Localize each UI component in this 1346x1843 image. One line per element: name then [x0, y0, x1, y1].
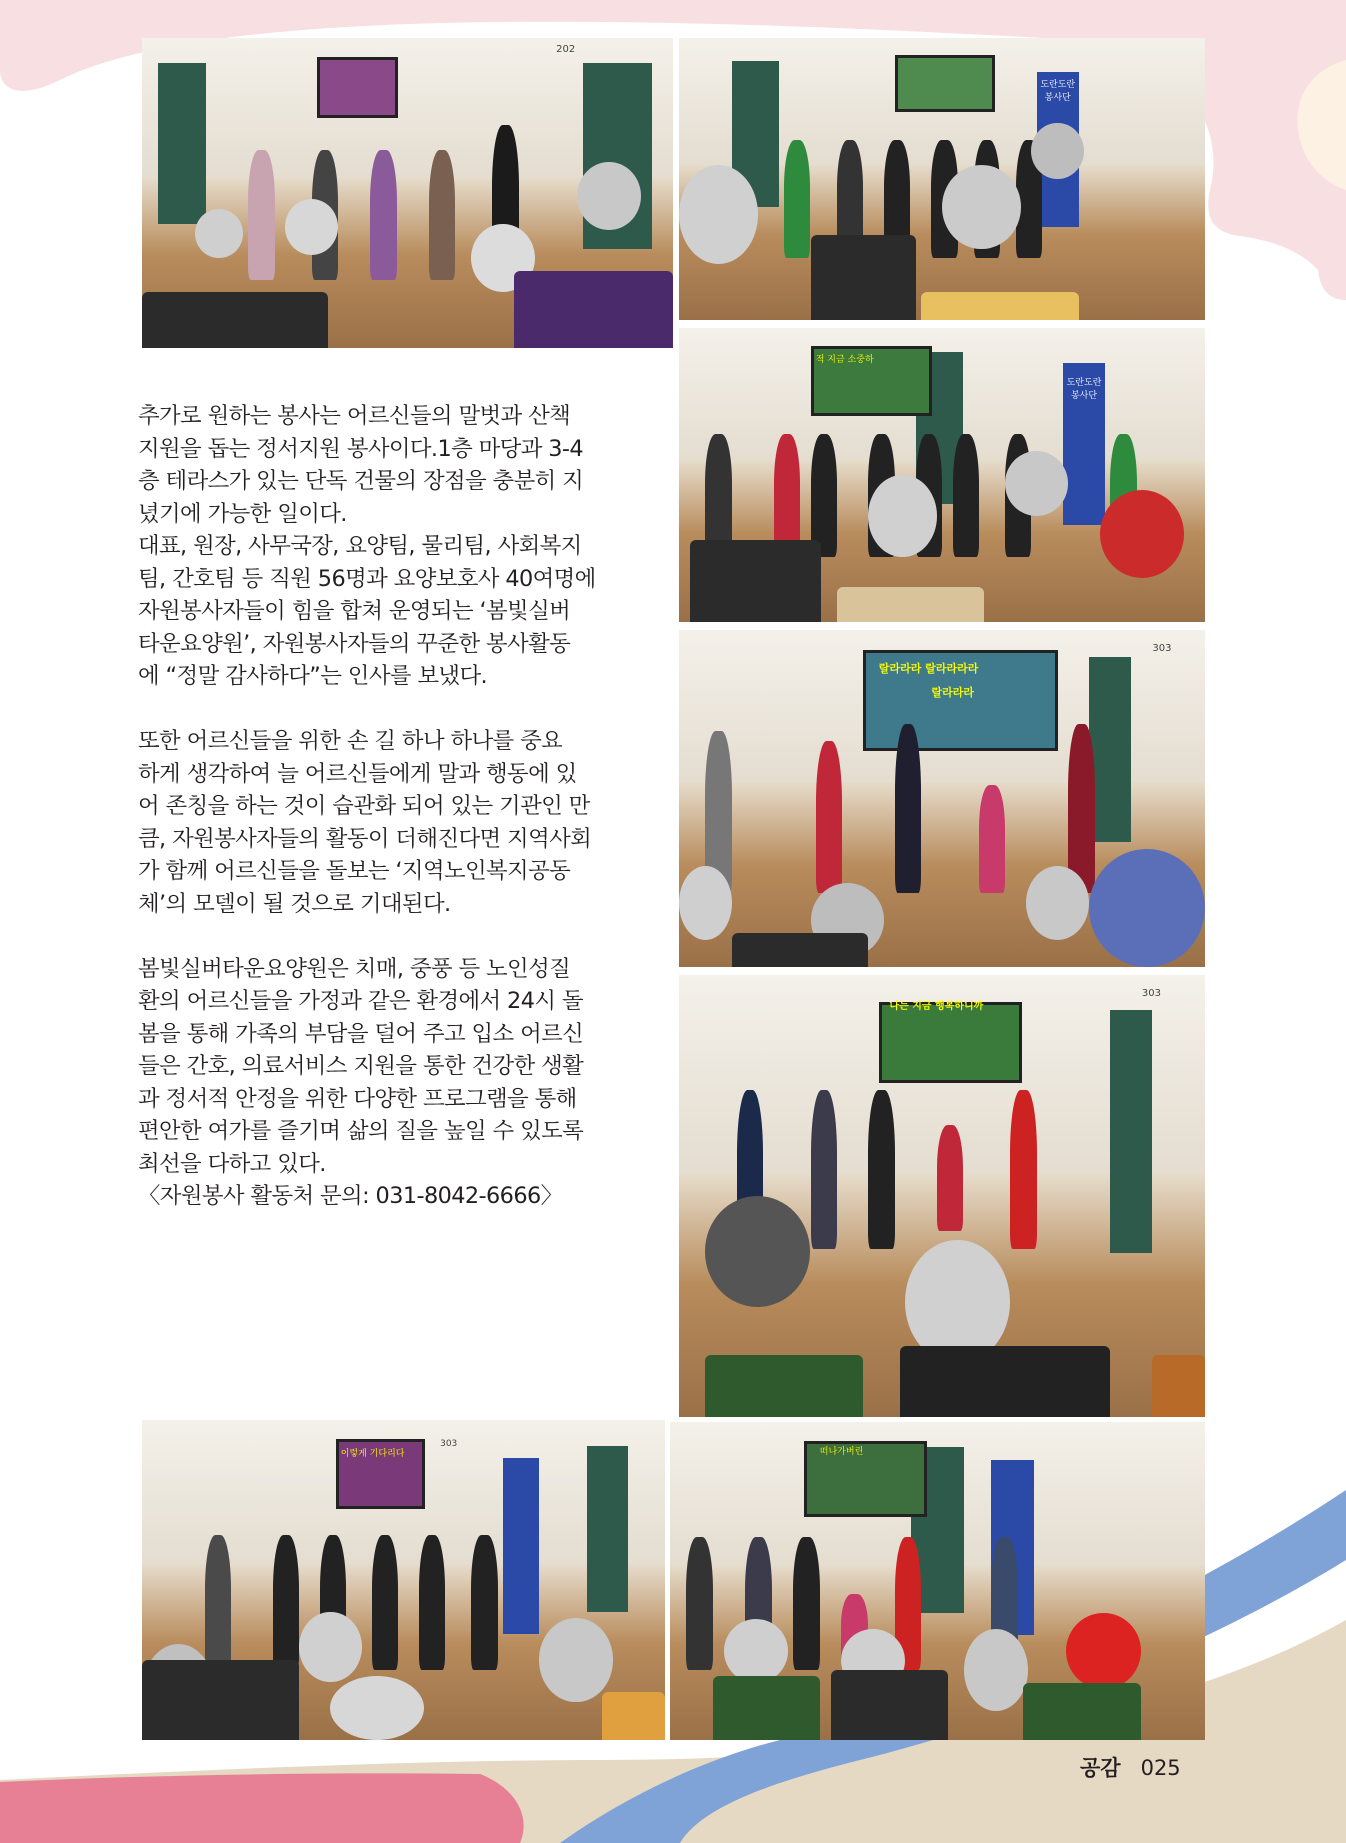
article-line: 팀, 간호팀 등 직원 56명과 요양보호사 40여명에 — [138, 565, 596, 592]
volunteer-performance-photo-2 — [679, 38, 1205, 320]
paragraph-gap — [138, 920, 626, 953]
bottom-rose-band — [0, 1773, 524, 1843]
article-body — [138, 400, 626, 1213]
article-line: 에 “정말 감사하다”는 인사를 보냈다. — [138, 663, 487, 689]
article-line: 봄을 통해 가족의 부담을 덜어 주고 입소 어르신 — [138, 1020, 584, 1047]
article-line: 하게 생각하여 늘 어르신들에게 말과 행동에 있 — [138, 760, 577, 787]
article-line: 환의 어르신들을 가정과 같은 환경에서 24시 돌 — [138, 988, 583, 1014]
banner-text: 도란도란 봉사단 — [1066, 378, 1102, 402]
room-number-label: 303 — [1152, 643, 1172, 655]
article-line: 녔기에 가능한 일이다. — [138, 500, 347, 527]
screen-text: 적 지금 소중하 — [815, 354, 874, 365]
article-line: 최선을 다하고 있다. — [138, 1150, 326, 1177]
article-line: 큼, 자원봉사자들의 활동이 더해진다면 지역사회 — [138, 825, 592, 852]
screen-text: 나는 지금 행복하니까 — [889, 1001, 984, 1013]
page-number: 025 — [1140, 1756, 1181, 1780]
volunteer-performance-photo-7 — [670, 1422, 1205, 1740]
volunteer-performance-photo-5 — [679, 975, 1205, 1417]
volunteer-performance-photo-3 — [679, 328, 1205, 622]
volunteer-performance-photo-6 — [142, 1420, 665, 1740]
volunteer-performance-photo-4 — [679, 630, 1205, 967]
banner-text: 도란도란 봉사단 — [1040, 80, 1076, 104]
article-line: 지원을 돕는 정서지원 봉사이다.1층 마당과 3-4 — [138, 435, 584, 462]
article-line: 자원봉사자들이 힘을 합쳐 운영되는 ‘봄빛실버 — [138, 598, 571, 624]
screen-text-2: 랄라라라 — [931, 685, 974, 699]
room-number-label: 303 — [440, 1439, 458, 1450]
article-line: 과 정서적 안정을 위한 다양한 프로그램을 통해 — [138, 1085, 577, 1112]
room-number-label: 303 — [1141, 988, 1161, 1000]
article-line: 층 테라스가 있는 단독 건물의 장점을 충분히 지 — [138, 468, 584, 494]
article-line: 체’의 모델이 될 것으로 기대된다. — [138, 890, 451, 917]
article-line: 어 존칭을 하는 것이 습관화 되어 있는 기관인 만 — [138, 793, 590, 819]
screen-text: 떠나가버린 — [819, 1447, 864, 1458]
screen-text: 랄라라라 랄라라라라 — [878, 662, 979, 676]
article-line: 〈자원봉사 활동처 문의: 031-8042-6666〉 — [138, 1183, 563, 1209]
screen-text: 이렇게 기다리다 — [340, 1448, 405, 1459]
article-line: 가 함께 어르신들을 돌보는 ‘지역노인복지공동 — [138, 858, 571, 884]
paragraph-gap — [138, 693, 626, 726]
article-line: 봄빛실버타운요양원은 치매, 중풍 등 노인성질 — [138, 955, 571, 982]
article-line: 편안한 여가를 즐기며 삶의 질을 높일 수 있도록 — [138, 1118, 584, 1144]
article-line: 또한 어르신들을 위한 손 길 하나 하나를 중요 — [138, 728, 563, 754]
volunteer-performance-photo-1 — [142, 38, 673, 348]
article-line: 대표, 원장, 사무국장, 요양팀, 물리팀, 사회복지 — [138, 533, 582, 559]
magazine-name: 공감 — [1080, 1756, 1121, 1780]
page-folio — [1080, 1752, 1181, 1782]
article-line: 타운요양원’, 자원봉사자들의 꾸준한 봉사활동 — [138, 630, 571, 657]
room-number-label: 202 — [556, 44, 576, 56]
article-line: 들은 간호, 의료서비스 지원을 통한 건강한 생활 — [138, 1053, 584, 1079]
article-line: 추가로 원하는 봉사는 어르신들의 말벗과 산책 — [138, 403, 571, 429]
